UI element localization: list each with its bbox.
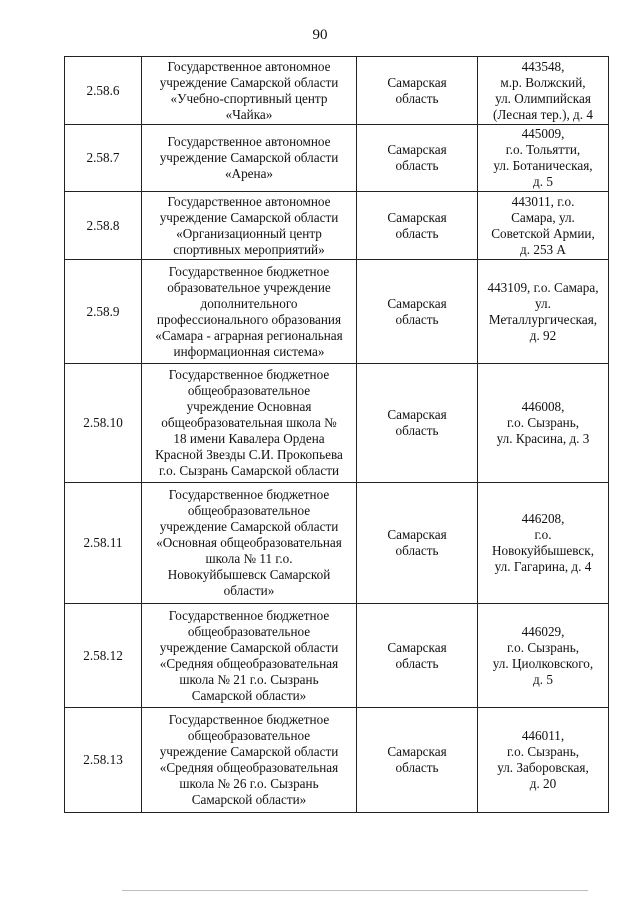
- address-cell: [478, 364, 609, 483]
- address-line: ул. Ботаническая,: [493, 158, 593, 173]
- institution-name-line: учреждение Основная: [186, 399, 312, 414]
- institution-name-cell: [142, 125, 357, 192]
- address-cell: [478, 483, 609, 604]
- address-cell: [478, 57, 609, 125]
- institution-name-line: школа № 11 г.о.: [205, 551, 293, 566]
- address-line: г.о. Сызрань,: [506, 415, 580, 430]
- address-line: д. 253 А: [520, 241, 566, 257]
- address-cell: [478, 604, 609, 708]
- address-line: м.р. Волжский,: [500, 74, 586, 90]
- region-cell: [357, 57, 478, 125]
- address-line: 446008,: [521, 399, 565, 414]
- row-number-cell: [65, 57, 142, 125]
- institution-name-cell: [142, 483, 357, 604]
- address-line: г.о. Сызрань,: [506, 639, 580, 655]
- institution-name-line: информационная система»: [173, 343, 325, 359]
- address-line: г.о. Сызрань,: [506, 744, 580, 759]
- institution-name-line: Государственное автономное: [167, 134, 331, 149]
- institution-name-cell: [142, 604, 357, 708]
- institution-name-line: профессионального образования: [156, 311, 342, 327]
- institution-name-line: общеобразовательное: [187, 383, 311, 398]
- region-line: Самарская: [387, 527, 447, 542]
- region-cell: [357, 260, 478, 364]
- institution-name-line: учреждение Самарской области: [159, 519, 339, 534]
- region-line: Самарская: [387, 407, 447, 422]
- address-cell: [478, 260, 609, 364]
- row-number-cell: [65, 260, 142, 364]
- table-row: [65, 260, 609, 364]
- region-line: Самарская: [387, 639, 447, 655]
- institution-name-line: дополнительного: [200, 295, 298, 311]
- region-line: Самарская: [387, 744, 447, 759]
- table-row: [65, 364, 609, 483]
- address-line: ул. Олимпийская: [495, 90, 591, 106]
- address-line: Металлургическая,: [488, 311, 598, 327]
- institution-name-line: «Средняя общеобразовательная: [159, 655, 339, 671]
- institution-name-line: учреждение Самарской области: [159, 744, 339, 759]
- institution-name-line: «Основная общеобразовательная: [156, 535, 342, 550]
- institution-name-line: Государственное бюджетное: [168, 263, 330, 279]
- row-number-cell: [65, 192, 142, 260]
- region-cell: [357, 708, 478, 813]
- address-line: г.о.: [534, 527, 552, 542]
- address-line: ул. Гагарина, д. 4: [494, 559, 592, 574]
- address-line: Советской Армии,: [491, 225, 595, 241]
- address-line: 446029,: [521, 623, 565, 639]
- address-line: 443548,: [521, 58, 565, 74]
- region-line: область: [395, 90, 439, 106]
- institution-name-cell: [142, 260, 357, 364]
- address-line: 446011,: [521, 728, 565, 743]
- institution-name-line: общеобразовательная школа №: [161, 415, 337, 430]
- address-line: 443109, г.о. Самара,: [487, 279, 599, 295]
- table-row: [65, 604, 609, 708]
- row-number: 2.58.9: [86, 303, 120, 319]
- region-line: Самарская: [387, 142, 447, 157]
- table-row: [65, 57, 609, 125]
- address-line: д. 5: [533, 671, 553, 687]
- row-number: 2.58.6: [86, 82, 120, 98]
- region-cell: [357, 604, 478, 708]
- table-body: [65, 57, 609, 813]
- address-line: ул.: [535, 295, 551, 311]
- institution-name-line: Государственное бюджетное: [168, 367, 330, 382]
- page-number: 90: [312, 27, 328, 43]
- region-line: область: [395, 423, 439, 438]
- row-number-cell: [65, 483, 142, 604]
- address-cell: [478, 192, 609, 260]
- institution-name-line: спортивных мероприятий»: [173, 241, 325, 257]
- institution-name-line: учреждение Самарской области: [159, 209, 339, 225]
- institution-name-cell: [142, 708, 357, 813]
- address-cell: [478, 125, 609, 192]
- institution-name-line: области»: [223, 583, 275, 598]
- institution-name-line: Государственное автономное: [167, 58, 331, 74]
- address-line: 445009,: [521, 126, 565, 141]
- address-line: ул. Заборовская,: [497, 760, 589, 775]
- institution-name-line: учреждение Самарской области: [159, 639, 339, 655]
- institution-name-line: Государственное автономное: [167, 193, 331, 209]
- address-line: д. 20: [529, 776, 557, 791]
- institution-name-cell: [142, 57, 357, 125]
- institution-name-line: Красной Звезды С.И. Прокопьева: [155, 447, 343, 462]
- institution-name-line: учреждение Самарской области: [159, 150, 339, 165]
- institution-name-line: общеобразовательное: [187, 503, 311, 518]
- table-row: [65, 125, 609, 192]
- institution-name-line: «Организационный центр: [176, 225, 322, 241]
- region-line: область: [395, 655, 439, 671]
- address-line: (Лесная тер.), д. 4: [493, 106, 593, 122]
- row-number: 2.58.8: [86, 217, 120, 233]
- region-line: Самарская: [387, 209, 447, 225]
- address-line: ул. Циолковского,: [492, 655, 594, 671]
- region-cell: [357, 364, 478, 483]
- institution-name-line: 18 имени Кавалера Ордена: [173, 431, 325, 446]
- row-number: 2.58.10: [83, 415, 123, 430]
- region-line: Самарская: [387, 74, 447, 90]
- address-line: г.о. Тольятти,: [505, 142, 581, 157]
- institution-name-line: «Учебно-спортивный центр: [170, 90, 328, 106]
- region-cell: [357, 125, 478, 192]
- row-number: 2.58.12: [83, 647, 123, 663]
- page-bottom-rule: [122, 890, 588, 891]
- address-line: д. 92: [529, 327, 557, 343]
- address-line: 443011, г.о.: [511, 193, 575, 209]
- institution-name-line: «Чайка»: [225, 106, 273, 122]
- region-line: область: [395, 543, 439, 558]
- row-number-cell: [65, 604, 142, 708]
- institutions-table: [64, 56, 609, 813]
- institution-name-line: «Арена»: [224, 166, 274, 181]
- institution-name-line: общеобразовательное: [187, 623, 311, 639]
- institution-name-line: общеобразовательное: [187, 728, 311, 743]
- institution-name-line: Государственное бюджетное: [168, 487, 330, 502]
- institution-name-line: Самарской области»: [191, 792, 307, 807]
- institution-name-line: учреждение Самарской области: [159, 74, 339, 90]
- row-number: 2.58.13: [83, 752, 123, 767]
- row-number: 2.58.7: [86, 150, 120, 165]
- table-row: [65, 708, 609, 813]
- address-line: 446208,: [521, 511, 565, 526]
- institution-name-line: образовательное учреждение: [167, 279, 331, 295]
- institution-name-line: Новокуйбышевск Самарской: [167, 567, 331, 582]
- region-line: область: [395, 225, 439, 241]
- institution-name-line: Государственное бюджетное: [168, 712, 330, 727]
- row-number-cell: [65, 708, 142, 813]
- region-cell: [357, 192, 478, 260]
- institution-name-line: «Средняя общеобразовательная: [159, 760, 339, 775]
- address-line: Самара, ул.: [511, 209, 575, 225]
- institution-name-cell: [142, 192, 357, 260]
- row-number-cell: [65, 125, 142, 192]
- table-row: [65, 483, 609, 604]
- address-line: Новокуйбышевск,: [491, 543, 594, 558]
- institution-name-line: Государственное бюджетное: [168, 607, 330, 623]
- address-cell: [478, 708, 609, 813]
- institution-name-line: «Самара - аграрная региональная: [155, 327, 343, 343]
- region-cell: [357, 483, 478, 604]
- institution-name-line: Самарской области»: [191, 687, 307, 703]
- institution-name-line: школа № 21 г.о. Сызрань: [179, 671, 319, 687]
- region-line: область: [395, 311, 439, 327]
- institution-name-cell: [142, 364, 357, 483]
- address-line: д. 5: [533, 174, 553, 189]
- institution-name-line: г.о. Сызрань Самарской области: [158, 463, 340, 478]
- row-number-cell: [65, 364, 142, 483]
- region-line: область: [395, 760, 439, 775]
- region-line: Самарская: [387, 295, 447, 311]
- institution-name-line: школа № 26 г.о. Сызрань: [179, 776, 319, 791]
- row-number: 2.58.11: [83, 535, 123, 550]
- table-row: [65, 192, 609, 260]
- address-line: ул. Красина, д. 3: [496, 431, 590, 446]
- region-line: область: [395, 158, 439, 173]
